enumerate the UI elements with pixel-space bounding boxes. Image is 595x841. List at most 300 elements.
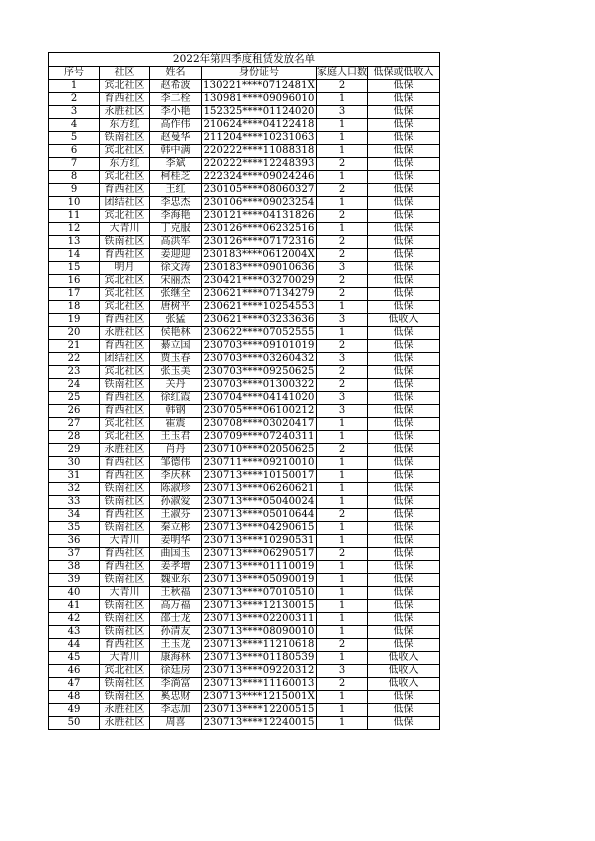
cell-community: 育西社区 bbox=[100, 548, 150, 561]
cell-household-size: 2 bbox=[317, 158, 368, 171]
cell-id-number: 230703****03260432 bbox=[202, 353, 317, 366]
cell-number: 13 bbox=[49, 236, 100, 249]
table-row bbox=[49, 405, 440, 418]
table-title: 2022年第四季度租赁发放名单 bbox=[49, 53, 440, 67]
cell-community: 东方红 bbox=[100, 158, 150, 171]
table-row bbox=[49, 80, 440, 93]
cell-name: 徐文涛 bbox=[150, 262, 202, 275]
table-row bbox=[49, 93, 440, 106]
header-cell-assistance-type: 低保或低收入 bbox=[368, 67, 440, 80]
cell-number: 27 bbox=[49, 418, 100, 431]
cell-id-number: 230621****03233636 bbox=[202, 314, 317, 327]
cell-community: 宾北社区 bbox=[100, 301, 150, 314]
cell-name: 唐树平 bbox=[150, 301, 202, 314]
cell-id-number: 230713****01180539 bbox=[202, 652, 317, 665]
cell-community: 铁南社区 bbox=[100, 574, 150, 587]
table-row bbox=[49, 431, 440, 444]
cell-id-number: 152325****01124020 bbox=[202, 106, 317, 119]
cell-name: 徐红霞 bbox=[150, 392, 202, 405]
cell-id-number: 230713****06290517 bbox=[202, 548, 317, 561]
cell-number: 43 bbox=[49, 626, 100, 639]
cell-number: 49 bbox=[49, 704, 100, 717]
cell-community: 明月 bbox=[100, 262, 150, 275]
cell-community: 永胜社区 bbox=[100, 327, 150, 340]
table-row bbox=[49, 236, 440, 249]
cell-number: 21 bbox=[49, 340, 100, 353]
table-row bbox=[49, 288, 440, 301]
cell-number: 44 bbox=[49, 639, 100, 652]
table-row bbox=[49, 470, 440, 483]
cell-number: 47 bbox=[49, 678, 100, 691]
cell-household-size: 2 bbox=[317, 236, 368, 249]
table-row bbox=[49, 340, 440, 353]
cell-id-number: 230105****08060327 bbox=[202, 184, 317, 197]
cell-household-size: 3 bbox=[317, 353, 368, 366]
cell-number: 36 bbox=[49, 535, 100, 548]
cell-community: 东方红 bbox=[100, 119, 150, 132]
cell-assistance-type: 低保 bbox=[368, 80, 440, 93]
cell-id-number: 230713****12240015 bbox=[202, 717, 317, 730]
cell-assistance-type: 低保 bbox=[368, 392, 440, 405]
cell-assistance-type: 低保 bbox=[368, 210, 440, 223]
cell-number: 39 bbox=[49, 574, 100, 587]
cell-name: 丁克服 bbox=[150, 223, 202, 236]
cell-assistance-type: 低保 bbox=[368, 236, 440, 249]
cell-number: 10 bbox=[49, 197, 100, 210]
cell-assistance-type: 低保 bbox=[368, 561, 440, 574]
cell-community: 宾北社区 bbox=[100, 665, 150, 678]
cell-community: 团结社区 bbox=[100, 197, 150, 210]
cell-household-size: 2 bbox=[317, 379, 368, 392]
cell-id-number: 230711****09210010 bbox=[202, 457, 317, 470]
cell-household-size: 1 bbox=[317, 93, 368, 106]
cell-assistance-type: 低保 bbox=[368, 93, 440, 106]
cell-id-number: 230622****07052555 bbox=[202, 327, 317, 340]
table-row bbox=[49, 301, 440, 314]
cell-community: 大青川 bbox=[100, 223, 150, 236]
cell-id-number: 210624****04122418 bbox=[202, 119, 317, 132]
cell-name: 王红 bbox=[150, 184, 202, 197]
cell-community: 育西社区 bbox=[100, 561, 150, 574]
cell-number: 8 bbox=[49, 171, 100, 184]
table-row bbox=[49, 119, 440, 132]
cell-household-size: 2 bbox=[317, 288, 368, 301]
cell-household-size: 1 bbox=[317, 483, 368, 496]
cell-community: 永胜社区 bbox=[100, 444, 150, 457]
cell-name: 陈淑珍 bbox=[150, 483, 202, 496]
cell-name: 关丹 bbox=[150, 379, 202, 392]
cell-household-size: 2 bbox=[317, 678, 368, 691]
cell-community: 铁南社区 bbox=[100, 483, 150, 496]
cell-assistance-type: 低收入 bbox=[368, 678, 440, 691]
cell-number: 34 bbox=[49, 509, 100, 522]
cell-assistance-type: 低保 bbox=[368, 587, 440, 600]
table-row bbox=[49, 587, 440, 600]
cell-id-number: 230421****03270029 bbox=[202, 275, 317, 288]
cell-assistance-type: 低保 bbox=[368, 626, 440, 639]
table-row bbox=[49, 561, 440, 574]
cell-name: 肖丹 bbox=[150, 444, 202, 457]
cell-id-number: 230713****04290615 bbox=[202, 522, 317, 535]
cell-household-size: 1 bbox=[317, 600, 368, 613]
cell-name: 李庆林 bbox=[150, 470, 202, 483]
cell-number: 42 bbox=[49, 613, 100, 626]
cell-id-number: 230704****04141020 bbox=[202, 392, 317, 405]
header-cell-community: 社区 bbox=[100, 67, 150, 80]
cell-id-number: 230126****06232516 bbox=[202, 223, 317, 236]
cell-assistance-type: 低保 bbox=[368, 444, 440, 457]
cell-assistance-type: 低保 bbox=[368, 522, 440, 535]
cell-number: 40 bbox=[49, 587, 100, 600]
table-row bbox=[49, 444, 440, 457]
table-row bbox=[49, 197, 440, 210]
table-row bbox=[49, 574, 440, 587]
cell-id-number: 230183****09010636 bbox=[202, 262, 317, 275]
cell-assistance-type: 低保 bbox=[368, 483, 440, 496]
cell-household-size: 1 bbox=[317, 574, 368, 587]
cell-name: 李志加 bbox=[150, 704, 202, 717]
cell-number: 48 bbox=[49, 691, 100, 704]
cell-community: 宾北社区 bbox=[100, 210, 150, 223]
cell-id-number: 230703****09250625 bbox=[202, 366, 317, 379]
cell-household-size: 1 bbox=[317, 626, 368, 639]
cell-number: 33 bbox=[49, 496, 100, 509]
cell-id-number: 230708****03020417 bbox=[202, 418, 317, 431]
cell-household-size: 1 bbox=[317, 457, 368, 470]
cell-assistance-type: 低保 bbox=[368, 366, 440, 379]
cell-number: 38 bbox=[49, 561, 100, 574]
cell-id-number: 230710****02050625 bbox=[202, 444, 317, 457]
cell-assistance-type: 低保 bbox=[368, 106, 440, 119]
cell-number: 28 bbox=[49, 431, 100, 444]
cell-name: 孙淑爱 bbox=[150, 496, 202, 509]
cell-name: 王秋福 bbox=[150, 587, 202, 600]
table-row bbox=[49, 132, 440, 145]
cell-household-size: 1 bbox=[317, 652, 368, 665]
cell-number: 41 bbox=[49, 600, 100, 613]
table-row bbox=[49, 626, 440, 639]
cell-community: 育西社区 bbox=[100, 457, 150, 470]
cell-assistance-type: 低保 bbox=[368, 717, 440, 730]
table-row bbox=[49, 106, 440, 119]
cell-id-number: 230621****07134279 bbox=[202, 288, 317, 301]
cell-assistance-type: 低保 bbox=[368, 548, 440, 561]
cell-name: 李小艳 bbox=[150, 106, 202, 119]
table-row bbox=[49, 275, 440, 288]
cell-name: 周喜 bbox=[150, 717, 202, 730]
cell-name: 赵曼华 bbox=[150, 132, 202, 145]
cell-id-number: 230713****01110019 bbox=[202, 561, 317, 574]
cell-id-number: 220222****12248393 bbox=[202, 158, 317, 171]
cell-household-size: 3 bbox=[317, 392, 368, 405]
cell-household-size: 2 bbox=[317, 340, 368, 353]
cell-household-size: 1 bbox=[317, 197, 368, 210]
cell-id-number: 230713****06260621 bbox=[202, 483, 317, 496]
table-row bbox=[49, 327, 440, 340]
cell-id-number: 230713****1215001X bbox=[203, 691, 315, 702]
cell-community: 育西社区 bbox=[100, 93, 150, 106]
cell-id-number: 130221****0712481X bbox=[203, 80, 315, 91]
table-row bbox=[49, 184, 440, 197]
cell-community: 大青川 bbox=[100, 587, 150, 600]
cell-id-number: 230713****02200311 bbox=[202, 613, 317, 626]
table-row bbox=[49, 548, 440, 561]
cell-community: 铁南社区 bbox=[100, 691, 150, 704]
cell-number: 5 bbox=[49, 132, 100, 145]
cell-name: 曲国玉 bbox=[150, 548, 202, 561]
cell-id-number: 230705****06100212 bbox=[202, 405, 317, 418]
cell-community: 铁南社区 bbox=[100, 132, 150, 145]
cell-household-size: 1 bbox=[317, 561, 368, 574]
cell-id-number: 230713****07010510 bbox=[202, 587, 317, 600]
cell-id-number: 230126****07172316 bbox=[202, 236, 317, 249]
cell-id-number: 230183****0612004X bbox=[203, 249, 315, 260]
cell-number: 25 bbox=[49, 392, 100, 405]
cell-assistance-type: 低保 bbox=[368, 288, 440, 301]
cell-household-size: 2 bbox=[317, 548, 368, 561]
cell-number: 26 bbox=[49, 405, 100, 418]
cell-community: 育西社区 bbox=[100, 405, 150, 418]
cell-community: 育西社区 bbox=[100, 314, 150, 327]
cell-community: 育西社区 bbox=[100, 639, 150, 652]
cell-household-size: 2 bbox=[317, 249, 368, 262]
table-row bbox=[49, 678, 440, 691]
cell-number: 46 bbox=[49, 665, 100, 678]
header-cell-id-number: 身份证号 bbox=[202, 67, 317, 80]
cell-id-number: 230621****10254553 bbox=[202, 301, 317, 314]
table-row bbox=[49, 613, 440, 626]
cell-name: 高洪军 bbox=[150, 236, 202, 249]
cell-name: 姜明华 bbox=[150, 535, 202, 548]
cell-community: 育西社区 bbox=[100, 184, 150, 197]
cell-assistance-type: 低保 bbox=[368, 262, 440, 275]
cell-assistance-type: 低保 bbox=[368, 470, 440, 483]
cell-household-size: 2 bbox=[317, 366, 368, 379]
cell-id-number: 222324****09024246 bbox=[202, 171, 317, 184]
cell-name: 贾玉春 bbox=[150, 353, 202, 366]
cell-number: 29 bbox=[49, 444, 100, 457]
cell-name: 赵希波 bbox=[150, 80, 202, 93]
cell-number: 9 bbox=[49, 184, 100, 197]
cell-assistance-type: 低保 bbox=[368, 171, 440, 184]
cell-community: 育西社区 bbox=[100, 249, 150, 262]
cell-assistance-type: 低保 bbox=[368, 613, 440, 626]
cell-assistance-type: 低保 bbox=[368, 158, 440, 171]
cell-assistance-type: 低收入 bbox=[368, 665, 440, 678]
cell-household-size: 1 bbox=[317, 535, 368, 548]
table-row bbox=[49, 600, 440, 613]
cell-household-size: 1 bbox=[317, 496, 368, 509]
cell-name: 王淑芬 bbox=[150, 509, 202, 522]
table-row bbox=[49, 392, 440, 405]
cell-assistance-type: 低保 bbox=[368, 431, 440, 444]
cell-community: 铁南社区 bbox=[100, 613, 150, 626]
table-row bbox=[49, 366, 440, 379]
cell-assistance-type: 低保 bbox=[368, 132, 440, 145]
cell-name: 韩中满 bbox=[150, 145, 202, 158]
table-row bbox=[49, 171, 440, 184]
table-row bbox=[49, 652, 440, 665]
cell-number: 14 bbox=[49, 249, 100, 262]
cell-household-size: 1 bbox=[317, 132, 368, 145]
cell-assistance-type: 低收入 bbox=[368, 314, 440, 327]
cell-assistance-type: 低保 bbox=[368, 145, 440, 158]
cell-household-size: 2 bbox=[317, 210, 368, 223]
table-row bbox=[49, 249, 440, 262]
cell-household-size: 3 bbox=[317, 262, 368, 275]
cell-id-number: 230713****05090019 bbox=[202, 574, 317, 587]
cell-assistance-type: 低保 bbox=[368, 496, 440, 509]
table-row bbox=[49, 509, 440, 522]
cell-community: 育西社区 bbox=[100, 509, 150, 522]
cell-assistance-type: 低保 bbox=[368, 639, 440, 652]
cell-community: 永胜社区 bbox=[100, 106, 150, 119]
cell-assistance-type: 低保 bbox=[368, 704, 440, 717]
cell-household-size: 2 bbox=[317, 80, 368, 93]
cell-household-size: 3 bbox=[317, 405, 368, 418]
cell-id-number: 230713****10290531 bbox=[202, 535, 317, 548]
cell-household-size: 1 bbox=[317, 145, 368, 158]
cell-id-number: 230106****09023254 bbox=[202, 197, 317, 210]
cell-household-size: 1 bbox=[317, 704, 368, 717]
cell-name: 柯桂芝 bbox=[150, 171, 202, 184]
table-row bbox=[49, 262, 440, 275]
cell-community: 宾北社区 bbox=[100, 288, 150, 301]
cell-assistance-type: 低保 bbox=[368, 418, 440, 431]
cell-number: 11 bbox=[49, 210, 100, 223]
cell-household-size: 1 bbox=[317, 418, 368, 431]
cell-name: 李忠杰 bbox=[150, 197, 202, 210]
cell-community: 铁南社区 bbox=[100, 496, 150, 509]
cell-number: 35 bbox=[49, 522, 100, 535]
cell-number: 24 bbox=[49, 379, 100, 392]
cell-name: 侯艳林 bbox=[150, 327, 202, 340]
cell-community: 大青川 bbox=[100, 535, 150, 548]
cell-name: 姜迎迎 bbox=[150, 249, 202, 262]
cell-number: 50 bbox=[49, 717, 100, 730]
table-row bbox=[49, 535, 440, 548]
cell-id-number: 130981****09096010 bbox=[202, 93, 317, 106]
cell-community: 永胜社区 bbox=[100, 717, 150, 730]
cell-community: 铁南社区 bbox=[100, 626, 150, 639]
cell-number: 30 bbox=[49, 457, 100, 470]
cell-community: 铁南社区 bbox=[100, 678, 150, 691]
cell-community: 育西社区 bbox=[100, 470, 150, 483]
cell-assistance-type: 低保 bbox=[368, 327, 440, 340]
cell-name: 李海艳 bbox=[150, 210, 202, 223]
cell-community: 宾北社区 bbox=[100, 171, 150, 184]
cell-id-number: 230713****11160013 bbox=[202, 678, 317, 691]
cell-community: 铁南社区 bbox=[100, 600, 150, 613]
table-row bbox=[49, 353, 440, 366]
table-row bbox=[49, 418, 440, 431]
cell-number: 19 bbox=[49, 314, 100, 327]
cell-assistance-type: 低保 bbox=[368, 509, 440, 522]
cell-community: 宾北社区 bbox=[100, 145, 150, 158]
cell-household-size: 1 bbox=[317, 691, 368, 704]
cell-name: 邹德伟 bbox=[150, 457, 202, 470]
cell-id-number: 230709****07240311 bbox=[202, 431, 317, 444]
cell-community: 育西社区 bbox=[100, 340, 150, 353]
cell-id-number: 211204****10231063 bbox=[202, 132, 317, 145]
table-row bbox=[49, 496, 440, 509]
cell-id-number: 230713****09220312 bbox=[202, 665, 317, 678]
cell-community: 团结社区 bbox=[100, 353, 150, 366]
cell-id-number: 230713****12130015 bbox=[202, 600, 317, 613]
table-row bbox=[49, 457, 440, 470]
header-cell-number: 序号 bbox=[49, 67, 100, 80]
cell-community: 宾北社区 bbox=[100, 418, 150, 431]
cell-number: 1 bbox=[49, 80, 100, 93]
cell-name: 张继全 bbox=[150, 288, 202, 301]
table-row bbox=[49, 665, 440, 678]
cell-number: 20 bbox=[49, 327, 100, 340]
cell-assistance-type: 低保 bbox=[368, 574, 440, 587]
cell-name: 徐廷房 bbox=[150, 665, 202, 678]
table-row bbox=[49, 314, 440, 327]
cell-assistance-type: 低保 bbox=[368, 379, 440, 392]
table-row bbox=[49, 145, 440, 158]
cell-name: 张猛 bbox=[150, 314, 202, 327]
cell-number: 6 bbox=[49, 145, 100, 158]
cell-number: 3 bbox=[49, 106, 100, 119]
cell-assistance-type: 低保 bbox=[368, 197, 440, 210]
cell-number: 7 bbox=[49, 158, 100, 171]
cell-household-size: 1 bbox=[317, 301, 368, 314]
cell-number: 31 bbox=[49, 470, 100, 483]
cell-name: 王玉龙 bbox=[150, 639, 202, 652]
cell-household-size: 1 bbox=[317, 171, 368, 184]
cell-household-size: 2 bbox=[317, 184, 368, 197]
cell-assistance-type: 低保 bbox=[368, 691, 440, 704]
cell-number: 4 bbox=[49, 119, 100, 132]
cell-name: 孙清友 bbox=[150, 626, 202, 639]
cell-household-size: 1 bbox=[317, 587, 368, 600]
cell-community: 宾北社区 bbox=[100, 366, 150, 379]
cell-assistance-type: 低保 bbox=[368, 457, 440, 470]
table-row bbox=[49, 717, 440, 730]
cell-id-number: 220222****11088318 bbox=[202, 145, 317, 158]
cell-name: 魏亚东 bbox=[150, 574, 202, 587]
cell-number: 23 bbox=[49, 366, 100, 379]
cell-household-size: 1 bbox=[317, 431, 368, 444]
cell-name: 霍震 bbox=[150, 418, 202, 431]
cell-name: 宋丽杰 bbox=[150, 275, 202, 288]
cell-community: 大青川 bbox=[100, 652, 150, 665]
cell-assistance-type: 低保 bbox=[368, 275, 440, 288]
cell-household-size: 1 bbox=[317, 470, 368, 483]
cell-name: 张玉美 bbox=[150, 366, 202, 379]
cell-assistance-type: 低保 bbox=[368, 301, 440, 314]
cell-household-size: 2 bbox=[317, 444, 368, 457]
cell-assistance-type: 低保 bbox=[368, 119, 440, 132]
cell-community: 铁南社区 bbox=[100, 379, 150, 392]
table-row bbox=[49, 704, 440, 717]
cell-name: 姜孝增 bbox=[150, 561, 202, 574]
cell-household-size: 2 bbox=[317, 275, 368, 288]
table-row bbox=[49, 379, 440, 392]
cell-household-size: 1 bbox=[317, 522, 368, 535]
cell-number: 16 bbox=[49, 275, 100, 288]
table-row bbox=[49, 223, 440, 236]
cell-household-size: 1 bbox=[317, 119, 368, 132]
cell-number: 32 bbox=[49, 483, 100, 496]
cell-id-number: 230703****09101019 bbox=[202, 340, 317, 353]
cell-id-number: 230713****10150017 bbox=[202, 470, 317, 483]
cell-id-number: 230713****05010644 bbox=[202, 509, 317, 522]
cell-number: 17 bbox=[49, 288, 100, 301]
cell-community: 宾北社区 bbox=[100, 431, 150, 444]
